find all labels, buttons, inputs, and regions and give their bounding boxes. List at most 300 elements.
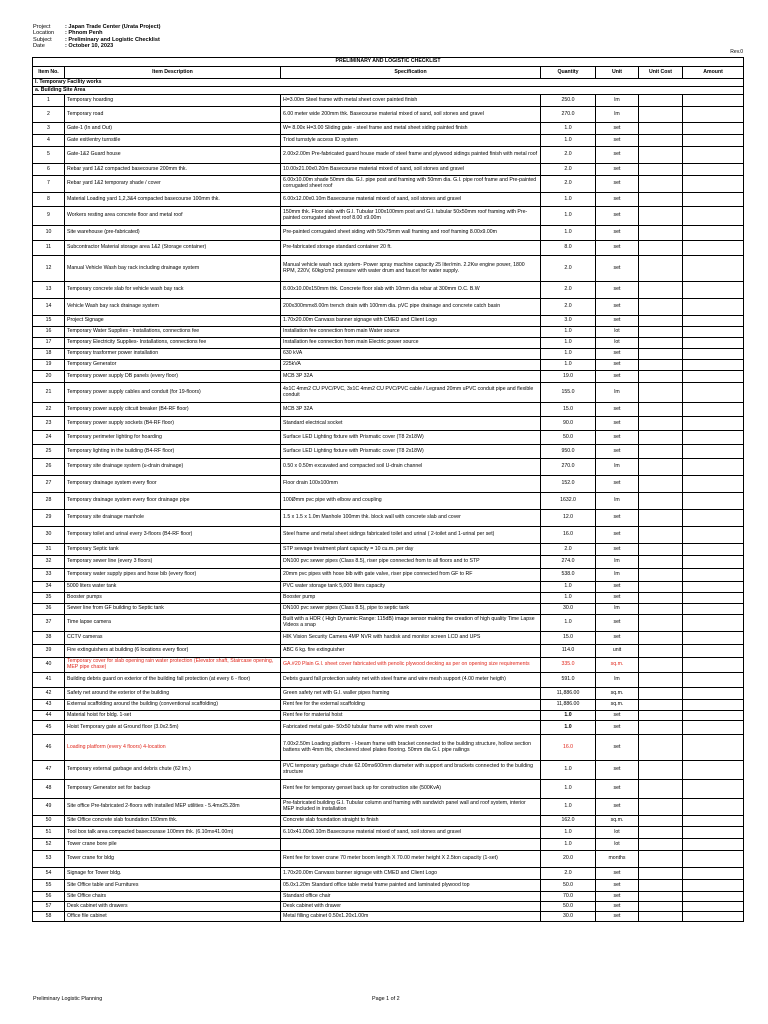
item-quantity: 2.0 [541,299,596,316]
item-quantity: 30.0 [541,912,596,922]
item-description: Tower crane bore pile [65,839,281,851]
item-amount [683,107,744,123]
footer-left: Preliminary Logistic Planning [33,996,103,1002]
item-unit: lm [596,107,639,123]
table-row [33,493,744,510]
table-row [33,645,744,658]
column-header-row [33,67,744,79]
item-description: Fire extinguishers at building (6 locations every floor) [65,645,281,658]
item-amount [683,226,744,241]
item-description: Temporary concrete slab for vehicle wash bay rack [65,282,281,299]
item-unit: lm [596,556,639,569]
item-no: 1 [33,95,65,107]
item-description: Temporary sewer line (every 3 floors) [65,556,281,569]
item-unit-cost [639,632,683,645]
item-specification: ABC 6 kg. fire extinguisher [281,645,541,658]
item-unit-cost [639,241,683,256]
item-no: 5 [33,147,65,164]
item-description: Temporary road [65,107,281,123]
table-row [33,176,744,193]
item-quantity: 90.0 [541,417,596,431]
item-no: 11 [33,241,65,256]
item-unit-cost [639,839,683,851]
item-amount [683,700,744,711]
item-unit-cost [639,417,683,431]
item-unit: set [596,349,639,360]
item-specification: 4x1C 4mm2 CU PVC/PVC, 3x1C 4mm2 CU PVC/PVC cable / Legrand 20mm uPVC conduit pipe and flexible conduit [281,383,541,403]
item-unit: sq.m. [596,688,639,700]
item-specification: 2.00x2.00m Pre-fabricated guard house made of steel frame and plywood sidings painted finish with metal roof [281,147,541,164]
item-quantity: 1.0 [541,827,596,839]
item-specification: 150mm thk. Floor slab with G.I. Tubular 100x100mm post and G.I. tubular 50x50mm roof framing with Pre-painted corrugated sheet roof 8.00 x9.00m [281,207,541,226]
item-unit-cost [639,476,683,493]
item-no: 31 [33,544,65,556]
table-row [33,445,744,459]
item-amount [683,95,744,107]
checklist-table [32,57,744,922]
item-description: Temporary power supply sockets (B4-RF floor) [65,417,281,431]
item-amount [683,658,744,673]
item-no: 32 [33,556,65,569]
table-row [33,816,744,827]
item-specification: 630 kVA [281,349,541,360]
item-quantity: 1.0 [541,226,596,241]
item-specification: Installation fee connection from main Electric power source [281,338,541,349]
item-description: Temporary water supply pipes and hose bib (every floor) [65,569,281,582]
item-unit: set [596,445,639,459]
item-quantity: 3.0 [541,316,596,327]
item-no: 29 [33,510,65,527]
table-row [33,383,744,403]
item-amount [683,912,744,922]
item-specification: 1.70x20.00m Canvass banner signage with CMED and Client Logo [281,316,541,327]
table-row [33,241,744,256]
subsection-row [33,87,744,95]
item-amount [683,780,744,799]
item-unit: set [596,282,639,299]
col-quantity: Quantity [541,67,596,79]
item-quantity: 8.0 [541,241,596,256]
item-unit-cost [639,735,683,761]
item-specification: 20mm pvc pipes with hose bib with gate valve, riser pipe connected from GF to RF [281,569,541,582]
table-row [33,658,744,673]
item-specification: Built with a HDR ( High Dynamic Range: 115dB) image sensor making the creation of high quality Time Lapse Videos a snap [281,615,541,632]
item-quantity: 2.0 [541,544,596,556]
item-no: 4 [33,135,65,147]
item-unit-cost [639,226,683,241]
item-quantity: 1.0 [541,761,596,780]
item-no: 2 [33,107,65,123]
item-no: 50 [33,816,65,827]
item-unit-cost [639,147,683,164]
table-row [33,868,744,880]
item-amount [683,431,744,445]
item-description: Temporary trasformer power installation [65,349,281,360]
item-no: 14 [33,299,65,316]
item-unit: set [596,299,639,316]
item-quantity: 2.0 [541,282,596,299]
item-no: 12 [33,256,65,282]
item-no: 10 [33,226,65,241]
item-amount [683,827,744,839]
item-unit-cost [639,799,683,816]
item-no: 54 [33,868,65,880]
item-unit-cost [639,338,683,349]
item-description: Material hoist for bldg. 1-set [65,711,281,721]
item-unit-cost [639,761,683,780]
item-no: 26 [33,459,65,476]
item-specification: 10.00x21.00x0.20m Basecourse material mixed of sand, soil stones and gravel [281,164,541,176]
item-amount [683,371,744,383]
item-specification: 200x300mmx8.00m trench drain with 100mm dia. pVC pipe drainage and concrete catch basin [281,299,541,316]
table-row [33,360,744,371]
item-quantity: 250.0 [541,95,596,107]
table-row [33,711,744,721]
item-quantity: 1.0 [541,839,596,851]
item-specification: Pre-fabricated building G.I. Tubular column and framing with sandwich panel wall and roof system, interior MEP included in installation [281,799,541,816]
item-unit: set [596,371,639,383]
item-no: 19 [33,360,65,371]
item-unit: set [596,510,639,527]
table-row [33,193,744,207]
item-no: 40 [33,658,65,673]
item-description: Temporary drainage system every floor drainage pipe [65,493,281,510]
table-row [33,95,744,107]
item-amount [683,851,744,868]
table-row [33,527,744,544]
item-unit: lot [596,839,639,851]
item-unit-cost [639,256,683,282]
item-unit-cost [639,700,683,711]
table-row [33,349,744,360]
item-specification: 8.00x10.00x150mm thk. Concrete floor slab with 10mm dia rebar at 300mm O.C. B.W [281,282,541,299]
item-description: Site Office chairs [65,892,281,902]
table-row [33,403,744,417]
item-unit: lm [596,604,639,615]
item-quantity: 30.0 [541,604,596,615]
table-row [33,799,744,816]
item-no: 44 [33,711,65,721]
table-row [33,615,744,632]
item-unit: set [596,632,639,645]
item-no: 34 [33,582,65,593]
item-description: Rebar yard 1&2 temporary shade / cover [65,176,281,193]
item-specification: MCB 3P 32A [281,371,541,383]
item-unit: set [596,735,639,761]
item-no: 49 [33,799,65,816]
item-specification: Rent fee for tower crane 70 meter boom length X 70.00 meter height X 2.5ton capacity (1-set) [281,851,541,868]
item-no: 6 [33,164,65,176]
item-unit-cost [639,493,683,510]
item-unit: months [596,851,639,868]
item-quantity: 538.0 [541,569,596,582]
item-unit: set [596,226,639,241]
table-row [33,735,744,761]
item-quantity: 16.0 [541,527,596,544]
item-description: Hoist Temporary gate at Ground floor (3.0x2.5m) [65,721,281,735]
item-no: 47 [33,761,65,780]
item-unit: unit [596,645,639,658]
item-specification: 1.5 x 1.5 x 1.0m Manhole 100mm thk. block wall with concrete slab and cover [281,510,541,527]
item-unit-cost [639,544,683,556]
item-description: Temporary lighting in the building (B4-RF floor) [65,445,281,459]
table-row [33,593,744,604]
item-specification: Green safety net with G.I. waller pipes framing [281,688,541,700]
item-specification: Rent fee for the external scaffolding [281,700,541,711]
item-unit-cost [639,892,683,902]
item-description: Office file cabinet [65,912,281,922]
item-no: 43 [33,700,65,711]
item-no: 22 [33,403,65,417]
table-row [33,459,744,476]
item-unit-cost [639,721,683,735]
item-description: Subcontractor Material storage area 1&2 (Storage container) [65,241,281,256]
table-row [33,700,744,711]
location-value: : Phnom Penh [65,30,103,37]
item-amount [683,645,744,658]
item-no: 15 [33,316,65,327]
item-specification: 0.50 x 0.50m excavated and compacted soil U-drain channel [281,459,541,476]
item-quantity: 950.0 [541,445,596,459]
item-specification: Triod turnstyle access ID system [281,135,541,147]
item-specification: 6.00x12.00x0.10m Basecourse material mixed of sand, soil stones and gravel [281,193,541,207]
item-unit-cost [639,207,683,226]
item-quantity: 2.0 [541,147,596,164]
item-unit: set [596,868,639,880]
table-row [33,338,744,349]
item-unit: set [596,902,639,912]
item-quantity: 50.0 [541,902,596,912]
item-no: 48 [33,780,65,799]
item-amount [683,688,744,700]
item-no: 8 [33,193,65,207]
item-unit-cost [639,688,683,700]
item-unit: lm [596,383,639,403]
item-no: 42 [33,688,65,700]
table-row [33,417,744,431]
item-amount [683,839,744,851]
item-specification: STP sewage treatment plant capacity = 10 cu.m. per day [281,544,541,556]
item-unit-cost [639,902,683,912]
item-unit-cost [639,349,683,360]
item-amount [683,721,744,735]
item-quantity: 11,886.00 [541,688,596,700]
item-unit-cost [639,851,683,868]
item-unit-cost [639,383,683,403]
item-amount [683,417,744,431]
subject-label: Subject [33,36,52,43]
item-unit-cost [639,431,683,445]
section-row [33,79,744,87]
item-no: 55 [33,880,65,892]
item-unit: lot [596,338,639,349]
item-no: 41 [33,673,65,688]
item-specification: Steel frame and metal sheet sidings fabricated toilet and urinal ( 2-toilet and 1-urinal per set) [281,527,541,544]
item-quantity: 15.0 [541,632,596,645]
item-unit: lm [596,493,639,510]
col-specification: Specification [281,67,541,79]
item-description: External scaffolding around the building (conventional scaffolding) [65,700,281,711]
item-unit: set [596,912,639,922]
table-row [33,123,744,135]
table-row [33,299,744,316]
table-row [33,256,744,282]
item-unit-cost [639,445,683,459]
table-row [33,912,744,922]
item-specification: 1.70x20.00m Canvass banner signage with CMED and Client Logo [281,868,541,880]
item-amount [683,527,744,544]
item-specification: DN100 pvc sewer pipes (Class 8.5), pipe to septic tank [281,604,541,615]
item-amount [683,256,744,282]
item-unit: set [596,241,639,256]
item-amount [683,476,744,493]
item-unit-cost [639,673,683,688]
item-unit: set [596,761,639,780]
item-description: Temporary power supply cables and conduit (for 19-floors) [65,383,281,403]
table-row [33,316,744,327]
item-quantity: 1.0 [541,615,596,632]
item-specification: Rent fee for temporary genset back up for construction site (500KvA) [281,780,541,799]
item-amount [683,556,744,569]
item-unit-cost [639,316,683,327]
item-no: 52 [33,839,65,851]
item-amount [683,403,744,417]
item-unit-cost [639,658,683,673]
item-no: 24 [33,431,65,445]
item-no: 9 [33,207,65,226]
item-unit: set [596,417,639,431]
item-amount [683,593,744,604]
item-amount [683,868,744,880]
item-quantity: 1.0 [541,338,596,349]
item-specification: 225kVA [281,360,541,371]
date-value: : October 10, 2023 [65,43,114,50]
table-row [33,282,744,299]
item-quantity: 274.0 [541,556,596,569]
item-unit-cost [639,880,683,892]
item-unit-cost [639,459,683,476]
subject-value: : Preliminary and Logistic Checklist [65,36,160,43]
item-no: 18 [33,349,65,360]
item-no: 46 [33,735,65,761]
item-quantity: 1.0 [541,711,596,721]
table-row [33,207,744,226]
item-description: Gate-1 (In and Out) [65,123,281,135]
item-amount [683,459,744,476]
item-specification: 6.10x41.00x0.10m Basecourse material mixed of sand, soil stones and gravel [281,827,541,839]
item-quantity: 11,886.00 [541,700,596,711]
item-description: Building debris guard on exterior of the building fall protection (at every 6 - floor) [65,673,281,688]
item-description: Site Office table and Furnitures [65,880,281,892]
item-specification: Metal filling cabinet 0.50x1.20x1.00m [281,912,541,922]
item-specification: 05.0x1.20m Standard office table metal frame painted and laminated plywood top [281,880,541,892]
item-specification: Standard electrical socket [281,417,541,431]
item-amount [683,327,744,338]
item-no: 21 [33,383,65,403]
item-quantity: 70.0 [541,892,596,902]
table-row [33,164,744,176]
item-no: 33 [33,569,65,582]
item-description: Site Office concrete slab foundation 150mm thk. [65,816,281,827]
item-quantity: 1.0 [541,582,596,593]
item-unit-cost [639,299,683,316]
table-row [33,582,744,593]
item-specification: 100Ømm pvc pipe with elbow and coupling [281,493,541,510]
item-description: Temporary site drainage manhole [65,510,281,527]
item-description: Gate exit/entry turnstile [65,135,281,147]
item-unit: lot [596,827,639,839]
item-description: Temporary perimeter lighting for hoarding [65,431,281,445]
item-unit-cost [639,868,683,880]
col-item-no: Item No. [33,67,65,79]
item-quantity: 270.0 [541,459,596,476]
table-row [33,371,744,383]
item-specification: PVC water storage tank 5,000 liters capacity [281,582,541,593]
table-row [33,476,744,493]
item-amount [683,569,744,582]
item-amount [683,799,744,816]
item-description: Temporary Water Supplies - Installations, connections fee [65,327,281,338]
table-row [33,688,744,700]
item-quantity: 15.0 [541,403,596,417]
item-amount [683,493,744,510]
table-row [33,780,744,799]
item-no: 3 [33,123,65,135]
item-description: Booster pumps [65,593,281,604]
item-no: 57 [33,902,65,912]
item-unit: set [596,360,639,371]
item-description: Temporary Septic tank [65,544,281,556]
item-description: Desk cabinet with drawers [65,902,281,912]
item-unit: set [596,123,639,135]
item-no: 30 [33,527,65,544]
item-amount [683,902,744,912]
item-description: Time lapse camera [65,615,281,632]
item-unit: set [596,593,639,604]
item-unit: lm [596,95,639,107]
item-specification: Manual vehicle wash rack system- Power spray machine capacity 25 liter/min. 2.2Kw engine power, 1800 RPM, 220V, 60kg/cm2 pressure with water drum and faucet for water supply. [281,256,541,282]
item-specification: GA.#20 Plain G.I. sheet cover fabricated with penolic plywood decking as per on opening size requirements [281,658,541,673]
table-row [33,673,744,688]
item-unit: set [596,135,639,147]
item-quantity: 20.0 [541,851,596,868]
item-description: Sewer line from GF building to Septic tank [65,604,281,615]
table-row [33,107,744,123]
item-unit: set [596,176,639,193]
item-quantity: 1.0 [541,207,596,226]
item-no: 16 [33,327,65,338]
item-unit-cost [639,193,683,207]
item-description: Temporary power supply DB panels (every floor) [65,371,281,383]
item-quantity: 2.0 [541,868,596,880]
item-unit-cost [639,556,683,569]
item-amount [683,711,744,721]
item-amount [683,282,744,299]
item-amount [683,816,744,827]
item-unit: sq.m. [596,700,639,711]
item-specification: HIK Vision Security Camera 4MP NVR with hardisk and monitor screen LCD and UPS [281,632,541,645]
item-unit-cost [639,582,683,593]
table-row [33,604,744,615]
item-specification: Surface LED Lighting fixture with Prismatic cover (T8 2x18W) [281,431,541,445]
item-unit-cost [639,912,683,922]
table-row [33,761,744,780]
item-no: 37 [33,615,65,632]
item-unit-cost [639,527,683,544]
item-specification: 6.00 meter wide 200mm thk. Basecourse material mixed of sand, soil stones and gravel [281,107,541,123]
item-unit: set [596,164,639,176]
item-amount [683,510,744,527]
